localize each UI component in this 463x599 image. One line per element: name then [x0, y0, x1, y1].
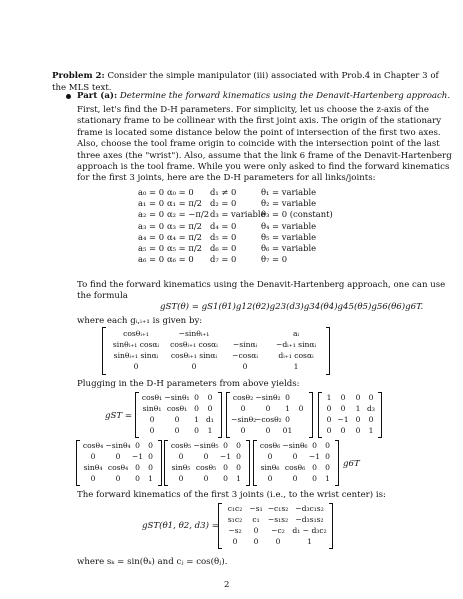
- matrix-cell: 0: [178, 474, 184, 483]
- text-each: where each gᵢ,ᵢ₊₁ is given by:: [77, 316, 203, 326]
- problem-text: Consider the simple manipulator (iii) associated with Prob.4 in Chapter 3 of: [107, 71, 439, 81]
- dh-cell: d₄ = 0: [210, 220, 237, 231]
- matrix-cell: cosθᵢ₊₁ cosαᵢ: [170, 340, 218, 349]
- matrix-cell: cosθ₅: [170, 441, 192, 450]
- dh-cell: θ₂ = variable: [261, 198, 317, 209]
- matrix-cell: −sinθᵢ₊₁: [178, 329, 210, 338]
- part-label: Part (a):: [77, 91, 118, 101]
- matrix-row: [81, 452, 157, 461]
- matrix-cell: 0: [90, 474, 96, 483]
- matrix-row: [323, 415, 377, 424]
- dh-cell: d₅ = 0: [210, 231, 237, 242]
- matrix-cell: 0: [232, 537, 238, 546]
- dh-cell: a₀ = 0: [138, 187, 165, 197]
- dh-cell: a₂ = 0: [138, 209, 165, 220]
- matrix-cell: 0: [191, 362, 197, 371]
- matrix-cell: 0: [265, 426, 271, 435]
- matrix-cell: 0: [292, 474, 298, 483]
- matrix-row: [323, 404, 377, 413]
- matrix-row: [323, 426, 377, 435]
- dh-cell: d₁ ≠ 0: [210, 187, 237, 197]
- matrix-cell: cosθ₅: [195, 463, 217, 472]
- matrix-cell: 0: [325, 463, 330, 472]
- paragraph-line: for the first 3 joints, here are the D-H parameters for all links/joints:: [77, 173, 376, 184]
- matrix-cell: cosθᵢ₊₁: [123, 329, 149, 338]
- dh-cell: θ₅ = variable: [261, 231, 317, 242]
- matrix-cell: 0: [236, 463, 241, 472]
- dh-cell: α₃ = π/2: [167, 220, 203, 231]
- matrix-cell: 0: [340, 393, 346, 402]
- matrix-cell: −d₃c₁s₂: [295, 504, 324, 513]
- matrix-row: [81, 474, 157, 483]
- matrix-cell: 0: [325, 441, 330, 450]
- matrix-cell: −sinθ₆: [282, 441, 308, 450]
- dh-cell: α₂ = −π/2: [167, 209, 210, 220]
- matrix-cell: 0: [285, 415, 290, 424]
- dh-cell: α₁ = π/2: [167, 198, 203, 209]
- text-first3: The forward kinematics of the first 3 joints (i.e., to the wrist center) is:: [77, 490, 386, 500]
- dh-cell: α₅ = π/2: [167, 243, 203, 253]
- matrix-row: [107, 351, 325, 360]
- matrix-cell: 0: [253, 537, 259, 546]
- matrix-cell: 0: [326, 404, 332, 413]
- matrix-cell: 0: [340, 426, 346, 435]
- dh-cell: θ₃ = 0 (constant): [261, 209, 333, 220]
- matrix-row: [223, 537, 328, 546]
- matrix-result: [218, 503, 333, 549]
- g6t-label: g6T: [343, 459, 360, 469]
- matrix-g-s1: [135, 392, 222, 438]
- matrix-cell: 0: [355, 426, 361, 435]
- matrix-cell: cosθ₂: [232, 393, 254, 402]
- paragraph-line: three axes (the "wrist"). Also, assume that the link 6 frame of the Denavit-Hartenberg: [77, 150, 452, 161]
- matrix-cell: 0: [135, 463, 140, 472]
- matrix-cell: 1: [236, 474, 241, 483]
- matrix-row: [223, 515, 328, 524]
- matrix-cell: 0: [265, 404, 271, 413]
- matrix-row: [223, 504, 328, 513]
- matrix-row: [140, 404, 217, 413]
- matrix-cell: 0: [135, 441, 140, 450]
- matrix-cell: 0: [240, 426, 246, 435]
- matrix-cell: aᵢ: [292, 329, 300, 338]
- matrix-cell: 0: [267, 452, 273, 461]
- dh-cell: d₇ = 0: [210, 254, 237, 265]
- matrix-cell: 0: [223, 474, 228, 483]
- matrix-g-23: [318, 392, 382, 438]
- matrix-row: [81, 441, 157, 450]
- matrix-cell: 0: [135, 474, 140, 483]
- matrix-cell: sinθ₅: [171, 463, 191, 472]
- bullet-icon: [66, 94, 71, 99]
- matrix-row: [169, 474, 245, 483]
- matrix-cell: 0: [368, 415, 374, 424]
- matrix-cell: 0: [194, 426, 199, 435]
- matrix-cell: 0: [326, 415, 332, 424]
- matrix-cell: cosθ₄: [107, 463, 129, 472]
- matrix-cell: 0: [285, 393, 290, 402]
- matrix-cell: −cosαᵢ: [232, 351, 258, 360]
- dh-cell: a₆ = 0: [138, 254, 165, 265]
- matrix-cell: 0: [203, 452, 209, 461]
- matrix-cell: −cosθ₂: [255, 415, 282, 424]
- matrix-cell: −c₁s₂: [267, 504, 289, 513]
- gst3-label: gST(θ1, θ2, d3) =: [142, 521, 219, 531]
- matrix-cell: 1: [368, 426, 374, 435]
- matrix-cell: −sinθ₅: [193, 441, 219, 450]
- matrix-row: [169, 463, 245, 472]
- part-heading: [77, 91, 450, 102]
- matrix-row: [169, 441, 245, 450]
- paragraph-line: stationary frame to be collinear with the first joint axis. The origin of the stationary: [77, 116, 442, 127]
- matrix-cell: 1: [293, 362, 299, 371]
- dh-cell: d₂ = 0: [210, 198, 237, 209]
- text-forward-1: To find the forward kinematics using the Denavit-Hartenberg approach, one can use: [77, 280, 446, 290]
- dh-cell: a₅ = 0: [138, 243, 165, 253]
- matrix-cell: −1: [337, 415, 349, 424]
- matrix-cell: −s₁s₂: [267, 515, 289, 524]
- matrix-row: [323, 393, 377, 402]
- matrix-cell: −s₂: [228, 526, 242, 535]
- matrix-cell: cosθ₁: [166, 404, 188, 413]
- matrix-cell: 0: [325, 452, 330, 461]
- matrix-cell: 0: [90, 452, 96, 461]
- text-plugging: Plugging in the D-H parameters from above yields:: [77, 379, 300, 389]
- matrix-cell: 0: [340, 404, 346, 413]
- matrix-cell: d₁: [206, 415, 214, 424]
- paragraph-line: frame is located some distance below the point of intersection of the first two axes.: [77, 127, 441, 138]
- matrix-row: [231, 404, 308, 413]
- matrix-cell: −1: [131, 452, 144, 461]
- matrix-cell: 0: [298, 404, 304, 413]
- matrix-cell: 0: [312, 441, 317, 450]
- matrix-cell: 0: [355, 393, 361, 402]
- matrix-cell: −sinαᵢ: [232, 340, 258, 349]
- matrix-cell: 0: [326, 426, 332, 435]
- problem-statement: [52, 71, 439, 82]
- matrix-cell: −c₂: [271, 526, 285, 535]
- gst-label: gST =: [105, 411, 133, 421]
- matrix-cell: 1: [148, 474, 153, 483]
- matrix-cell: 1: [326, 393, 332, 402]
- dh-cell: a₁ = 0: [138, 198, 165, 209]
- dh-cell: θ₇ = 0: [261, 254, 288, 265]
- matrix-cell: 0: [242, 362, 248, 371]
- matrix-cell: 0: [236, 452, 241, 461]
- matrix-row: [140, 393, 217, 402]
- matrix-cell: 0: [174, 415, 180, 424]
- matrix-row: [107, 362, 325, 371]
- problem-text-cont: the MLS text.: [52, 83, 112, 93]
- matrix-cell: −sinθ₂: [255, 393, 281, 402]
- matrix-cell: 0: [178, 452, 184, 461]
- matrix-cell: cosθ₁: [141, 393, 163, 402]
- dh-cell: θ₆ = variable: [261, 243, 317, 253]
- matrix-cell: 0: [148, 441, 153, 450]
- matrix-cell: cosθ₆: [284, 463, 306, 472]
- matrix-cell: sinθᵢ₊₁ cosαᵢ: [112, 340, 160, 349]
- dh-cell: α₆ = 0: [167, 254, 194, 265]
- matrix-cell: 1: [325, 474, 330, 483]
- matrix-cell: 0: [194, 404, 199, 413]
- matrix-cell: 0: [275, 537, 281, 546]
- matrix-cell: 0: [253, 526, 259, 535]
- matrix-cell: −s₁: [249, 504, 263, 513]
- dh-cell: α₄ = π/2: [167, 231, 203, 242]
- dh-cell: θ₁ = variable: [261, 187, 317, 197]
- matrix-row: [258, 452, 334, 461]
- matrix-row: [231, 415, 308, 424]
- matrix-cell: 0: [207, 404, 213, 413]
- matrix-cell: 01: [282, 426, 293, 435]
- matrix-cell: 0: [115, 452, 121, 461]
- dh-cell: θ₄ = variable: [261, 220, 317, 231]
- matrix-cell: 0: [148, 463, 153, 472]
- matrix-cell: 0: [203, 474, 209, 483]
- matrix-cell: −sinθ₂: [231, 415, 257, 424]
- matrix-row: [81, 463, 157, 472]
- matrix-cell: d₁ − d₃c₂: [292, 526, 327, 535]
- matrix-cell: 1: [207, 426, 213, 435]
- matrix-cell: sinθ₆: [260, 463, 280, 472]
- dh-cell: a₄ = 0: [138, 231, 165, 242]
- matrix-g-12: [226, 392, 313, 438]
- general-dh-matrix: [102, 327, 330, 375]
- text-forward-2: the formula: [77, 291, 128, 301]
- matrix-cell: s₁c₂: [227, 515, 243, 524]
- matrix-cell: 0: [240, 404, 246, 413]
- matrix-cell: 0: [292, 452, 298, 461]
- matrix-cell: cosθ₄: [82, 441, 104, 450]
- matrix-row: [258, 463, 334, 472]
- matrix-cell: 0: [149, 415, 155, 424]
- paragraph-line: approach is the tool frame. While you were only asked to find the forward kinematics: [77, 162, 450, 172]
- matrix-cell: 0: [236, 441, 241, 450]
- text-where: where sₖ = sin(θₖ) and cⱼ = cos(θⱼ).: [77, 557, 228, 567]
- matrix-row: [107, 329, 325, 338]
- matrix-cell: 1: [355, 404, 361, 413]
- matrix-cell: 0: [148, 452, 153, 461]
- formula-main: gST(θ) = gS1(θ1)g12(θ2)g23(d3)g34(θ4)g45(θ5)g56(θ6)g6T.: [160, 302, 424, 312]
- paragraph-line: Also, choose the tool frame origin to coincide with the intersection point of the last: [77, 139, 440, 150]
- matrix-cell: 0: [115, 474, 121, 483]
- matrix-cell: −dᵢ₊₁ sinαᵢ: [275, 340, 317, 349]
- matrix-cell: c₁: [252, 515, 260, 524]
- matrix-row: [258, 441, 334, 450]
- matrix-row: [140, 426, 217, 435]
- matrix-cell: sinθ₄: [83, 463, 103, 472]
- matrix-cell: c₁c₂: [227, 504, 243, 513]
- matrix-cell: −sinθ₄: [105, 441, 131, 450]
- matrix-row: [258, 474, 334, 483]
- matrix-cell: 0: [223, 463, 228, 472]
- matrix-cell: 0: [312, 474, 317, 483]
- matrix-row: [231, 426, 308, 435]
- matrix-cell: 0: [149, 426, 155, 435]
- matrix-g-45: [164, 440, 250, 486]
- matrix-cell: 0: [223, 441, 228, 450]
- matrix-cell: 0: [312, 463, 317, 472]
- matrix-cell: 1: [307, 537, 312, 546]
- matrix-cell: 1: [194, 415, 199, 424]
- matrix-row: [169, 452, 245, 461]
- matrix-row: [107, 340, 325, 349]
- matrix-cell: −sinθ₁: [164, 393, 190, 402]
- dh-cell: α₀ = 0: [167, 187, 194, 197]
- matrix-cell: 0: [355, 415, 361, 424]
- paragraph-line: First, let's find the D-H parameters. For simplicity, let us choose the z-axis of the: [77, 105, 429, 115]
- matrix-g-56: [253, 440, 339, 486]
- matrix-cell: 0: [207, 393, 213, 402]
- matrix-cell: 0: [194, 393, 199, 402]
- matrix-cell: cosθ₆: [259, 441, 281, 450]
- matrix-cell: sinθ₁: [142, 404, 162, 413]
- matrix-cell: −d₃s₁s₂: [295, 515, 324, 524]
- page-number: 2: [224, 580, 230, 590]
- matrix-cell: 0: [267, 474, 273, 483]
- matrix-cell: d₃: [367, 404, 375, 413]
- matrix-cell: 1: [285, 404, 290, 413]
- matrix-cell: −1: [219, 452, 232, 461]
- matrix-cell: −1: [308, 452, 321, 461]
- matrix-cell: sinθᵢ₊₁ sinαᵢ: [113, 351, 159, 360]
- matrix-cell: 0: [174, 426, 180, 435]
- matrix-row: [140, 415, 217, 424]
- matrix-cell: cosθᵢ₊₁ sinαᵢ: [170, 351, 218, 360]
- dh-cell: a₃ = 0: [138, 220, 165, 231]
- matrix-cell: dᵢ₊₁ cosαᵢ: [278, 351, 314, 360]
- part-title: Determine the forward kinematics using the Denavit-Hartenberg approach.: [119, 91, 451, 101]
- dh-cell: d₆ = 0: [210, 243, 237, 253]
- matrix-cell: 0: [133, 362, 139, 371]
- matrix-row: [231, 393, 308, 402]
- matrix-cell: 0: [368, 393, 374, 402]
- matrix-row: [223, 526, 328, 535]
- problem-label: Problem 2:: [52, 71, 105, 81]
- dh-cell: d₃ = variable: [210, 209, 266, 220]
- matrix-g-34: [76, 440, 162, 486]
